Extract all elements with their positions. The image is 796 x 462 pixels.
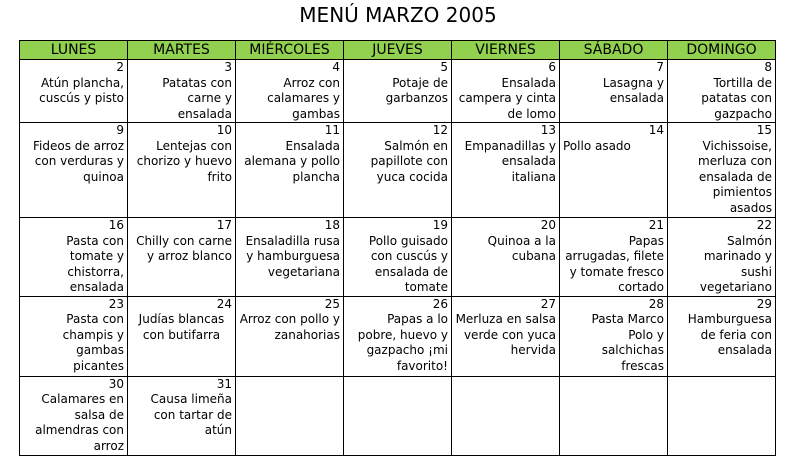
day-cell — [452, 218, 560, 297]
empty-cell — [452, 376, 560, 455]
day-number: 7 — [656, 60, 664, 74]
weekday-header-sunday: DOMINGO — [668, 41, 776, 60]
day-number: 26 — [432, 296, 448, 311]
day-cell — [452, 123, 560, 218]
meal-text: Fideos de arroz con verduras y quinoa — [33, 138, 124, 184]
weekday-header-friday: VIERNES — [452, 41, 560, 60]
day-cell — [344, 60, 452, 123]
day-number: 18 — [324, 218, 340, 232]
day-cell — [128, 376, 236, 455]
day-number: 22 — [756, 218, 772, 232]
day-cell — [236, 60, 344, 123]
meal-text: Salmón marinado y sushi vegetariano — [699, 233, 772, 294]
meal-text: Salmón en papillote con yuca cocida — [370, 138, 448, 184]
day-number: 23 — [108, 296, 124, 311]
day-cell — [20, 376, 128, 455]
meal-text: Calamares en salsa de almendras con arroz — [35, 392, 124, 453]
day-number: 17 — [216, 218, 232, 232]
day-number: 13 — [540, 123, 556, 137]
day-cell — [344, 296, 452, 376]
meal-text: Ensaladilla rusa y hamburguesa vegetariana — [245, 233, 340, 279]
day-number: 3 — [224, 60, 232, 74]
day-cell — [236, 123, 344, 218]
day-number: 25 — [324, 296, 340, 311]
day-number: 19 — [432, 218, 448, 232]
day-cell — [560, 60, 668, 123]
meal-text: Lasagna y ensalada — [602, 75, 664, 105]
day-number: 31 — [216, 376, 232, 391]
day-cell — [20, 123, 128, 218]
day-number: 15 — [756, 123, 772, 137]
menu-calendar — [19, 40, 776, 456]
meal-text: Tortilla de patatas con gazpacho — [701, 75, 772, 121]
meal-text: Ensalada campera y cinta de lomo — [458, 75, 556, 121]
day-cell — [452, 296, 560, 376]
day-cell — [668, 60, 776, 123]
day-number: 21 — [648, 218, 664, 232]
meal-text: Pasta Marco Polo y salchichas frescas — [591, 312, 664, 373]
page-title: MENÚ MARZO 2005 — [299, 3, 497, 27]
day-number: 20 — [540, 218, 556, 232]
meal-text: Quinoa a la cubana — [487, 233, 556, 263]
day-number: 9 — [116, 123, 124, 137]
day-number: 24 — [216, 296, 232, 311]
day-cell — [236, 218, 344, 297]
day-number: 11 — [324, 123, 340, 137]
weekday-header-tuesday: MARTES — [128, 41, 236, 60]
meal-text: Pasta con champis y gambas picantes — [62, 312, 124, 373]
day-cell — [344, 123, 452, 218]
day-number: 4 — [332, 60, 340, 74]
day-number: 16 — [108, 218, 124, 232]
week-row — [20, 218, 776, 297]
empty-cell — [560, 376, 668, 455]
day-cell — [452, 60, 560, 123]
day-number: 30 — [108, 376, 124, 391]
day-number: 29 — [756, 296, 772, 311]
day-cell — [668, 296, 776, 376]
meal-text: Merluza en salsa verde con yuca hervida — [455, 312, 556, 357]
day-cell — [236, 296, 344, 376]
meal-text: Papas a lo pobre, huevo y gazpacho ¡mi favorito! — [357, 312, 448, 373]
empty-cell — [344, 376, 452, 455]
day-cell — [128, 296, 236, 376]
day-number: 6 — [548, 60, 556, 74]
weekday-header-wednesday: MIÉRCOLES — [236, 41, 344, 60]
day-cell — [128, 123, 236, 218]
day-cell — [668, 123, 776, 218]
day-cell — [560, 123, 668, 218]
day-number: 10 — [216, 123, 232, 137]
meal-text: Judías blancas con butifarra — [138, 312, 225, 342]
day-cell — [560, 218, 668, 297]
weekday-header-row — [20, 41, 776, 60]
meal-text: Vichissoise, merluza con ensalada de pimientos asados — [698, 138, 772, 215]
meal-text: Pollo guisado con cuscús y ensalada de tomate — [368, 233, 448, 294]
day-cell — [128, 60, 236, 123]
meal-text: Causa limeña con tartar de atún — [150, 392, 232, 437]
meal-text: Empanadillas y ensalada italiana — [464, 138, 556, 184]
day-cell — [128, 218, 236, 297]
day-cell — [20, 296, 128, 376]
day-cell — [344, 218, 452, 297]
day-cell — [560, 296, 668, 376]
day-number: 27 — [540, 296, 556, 311]
meal-text: Arroz con pollo y zanahorias — [239, 312, 340, 342]
weekday-header-saturday: SÁBADO — [560, 41, 668, 60]
meal-text: Chilly con carne y arroz blanco — [136, 233, 232, 263]
meal-text: Ensalada alemana y pollo plancha — [244, 138, 340, 184]
day-number: 28 — [648, 296, 664, 311]
meal-text: Papas arrugadas, filete y tomate fresco cortado — [565, 233, 664, 294]
day-number: 2 — [116, 60, 124, 74]
week-row — [20, 60, 776, 123]
day-number: 5 — [440, 60, 448, 74]
meal-text: Pasta con tomate y chistorra, ensalada — [66, 233, 124, 294]
day-cell — [20, 60, 128, 123]
meal-text: Potaje de garbanzos — [385, 75, 448, 105]
weekday-header-thursday: JUEVES — [344, 41, 452, 60]
day-cell — [20, 218, 128, 297]
meal-text: Atún plancha, cuscús y pisto — [39, 75, 124, 105]
day-number: 12 — [432, 123, 448, 137]
day-cell — [668, 218, 776, 297]
empty-cell — [668, 376, 776, 455]
meal-text: Lentejas con chorizo y huevo frito — [136, 138, 232, 184]
meal-text: Patatas con carne y ensalada — [162, 75, 232, 121]
day-number: 8 — [764, 60, 772, 74]
empty-cell — [236, 376, 344, 455]
meal-text: Pollo asado — [563, 138, 631, 153]
week-row — [20, 376, 776, 455]
day-number: 14 — [648, 123, 664, 137]
week-row — [20, 296, 776, 376]
weekday-header-monday: LUNES — [20, 41, 128, 60]
week-row — [20, 123, 776, 218]
meal-text: Arroz con calamares y gambas — [267, 75, 340, 121]
meal-text: Hamburguesa de feria con ensalada — [687, 312, 772, 357]
